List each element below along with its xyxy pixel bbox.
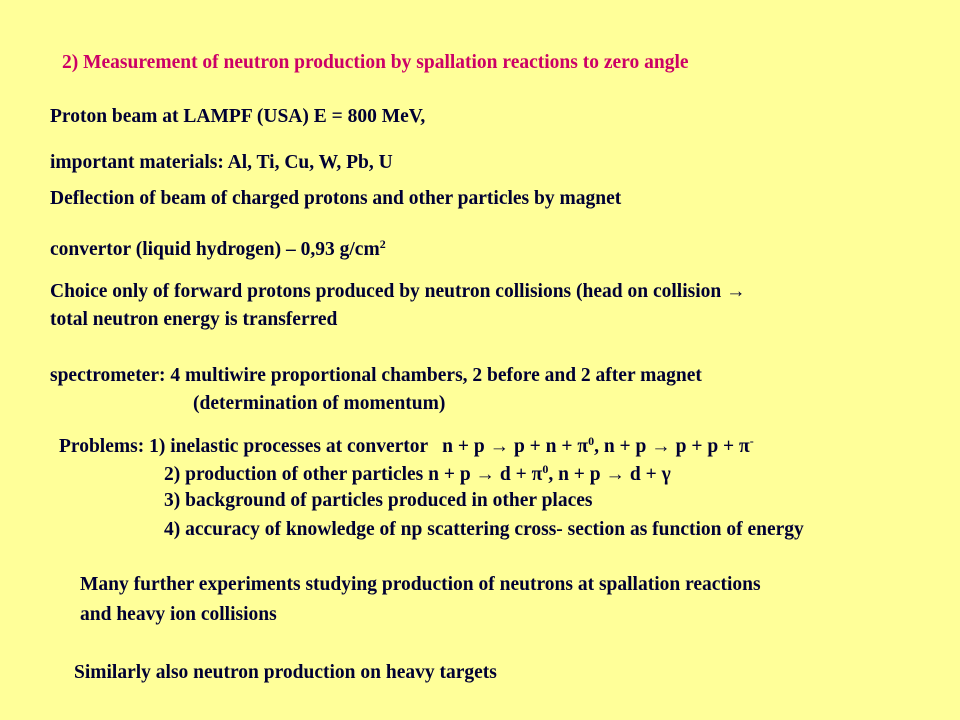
- materials-line: important materials: Al, Ti, Cu, W, Pb, U: [50, 152, 393, 173]
- spectrometer-line-1: spectrometer: 4 multiwire proportional chambers, 2 before and 2 after magnet: [50, 365, 702, 386]
- problem-2-sup: 0: [542, 462, 549, 476]
- problem-1-formula-b: , n + p → p + p + π: [594, 436, 750, 457]
- spectrometer-line-2: (determination of momentum): [193, 393, 446, 414]
- choice-line-2: total neutron energy is transferred: [50, 309, 338, 330]
- convertor-text: convertor (liquid hydrogen) – 0,93 g/cm: [50, 239, 380, 260]
- problem-2: [164, 463, 671, 485]
- problem-3: 3) background of particles produced in other places: [164, 490, 593, 511]
- problem-1-sup-a: 0: [588, 434, 595, 448]
- convertor-line: [50, 238, 386, 260]
- convertor-sup: 2: [379, 237, 386, 251]
- problem-1-sup-b: -: [749, 434, 754, 448]
- problem-1-formula-a: n + p → p + n + π: [442, 436, 589, 457]
- slide-title: 2) Measurement of neutron production by spallation reactions to zero angle: [62, 52, 689, 73]
- problem-2-rest: , n + p → d + γ: [548, 464, 671, 485]
- problem-4: 4) accuracy of knowledge of np scattering cross- section as function of energy: [164, 519, 804, 540]
- deflection-line: Deflection of beam of charged protons and other particles by magnet: [50, 188, 622, 209]
- problem-1-prefix: Problems: 1) inelastic processes at convertor: [59, 436, 429, 457]
- similarly-line: Similarly also neutron production on heavy targets: [74, 662, 497, 683]
- many-line-1: Many further experiments studying production of neutrons at spallation reactions: [80, 574, 761, 595]
- many-line-2: and heavy ion collisions: [80, 604, 277, 625]
- choice-line-1: Choice only of forward protons produced by neutron collisions (head on collision →: [50, 281, 746, 302]
- beam-line: Proton beam at LAMPF (USA) E = 800 MeV,: [50, 106, 426, 127]
- problem-1: [59, 435, 754, 457]
- problem-2-text: 2) production of other particles n + p → d + π: [164, 464, 543, 485]
